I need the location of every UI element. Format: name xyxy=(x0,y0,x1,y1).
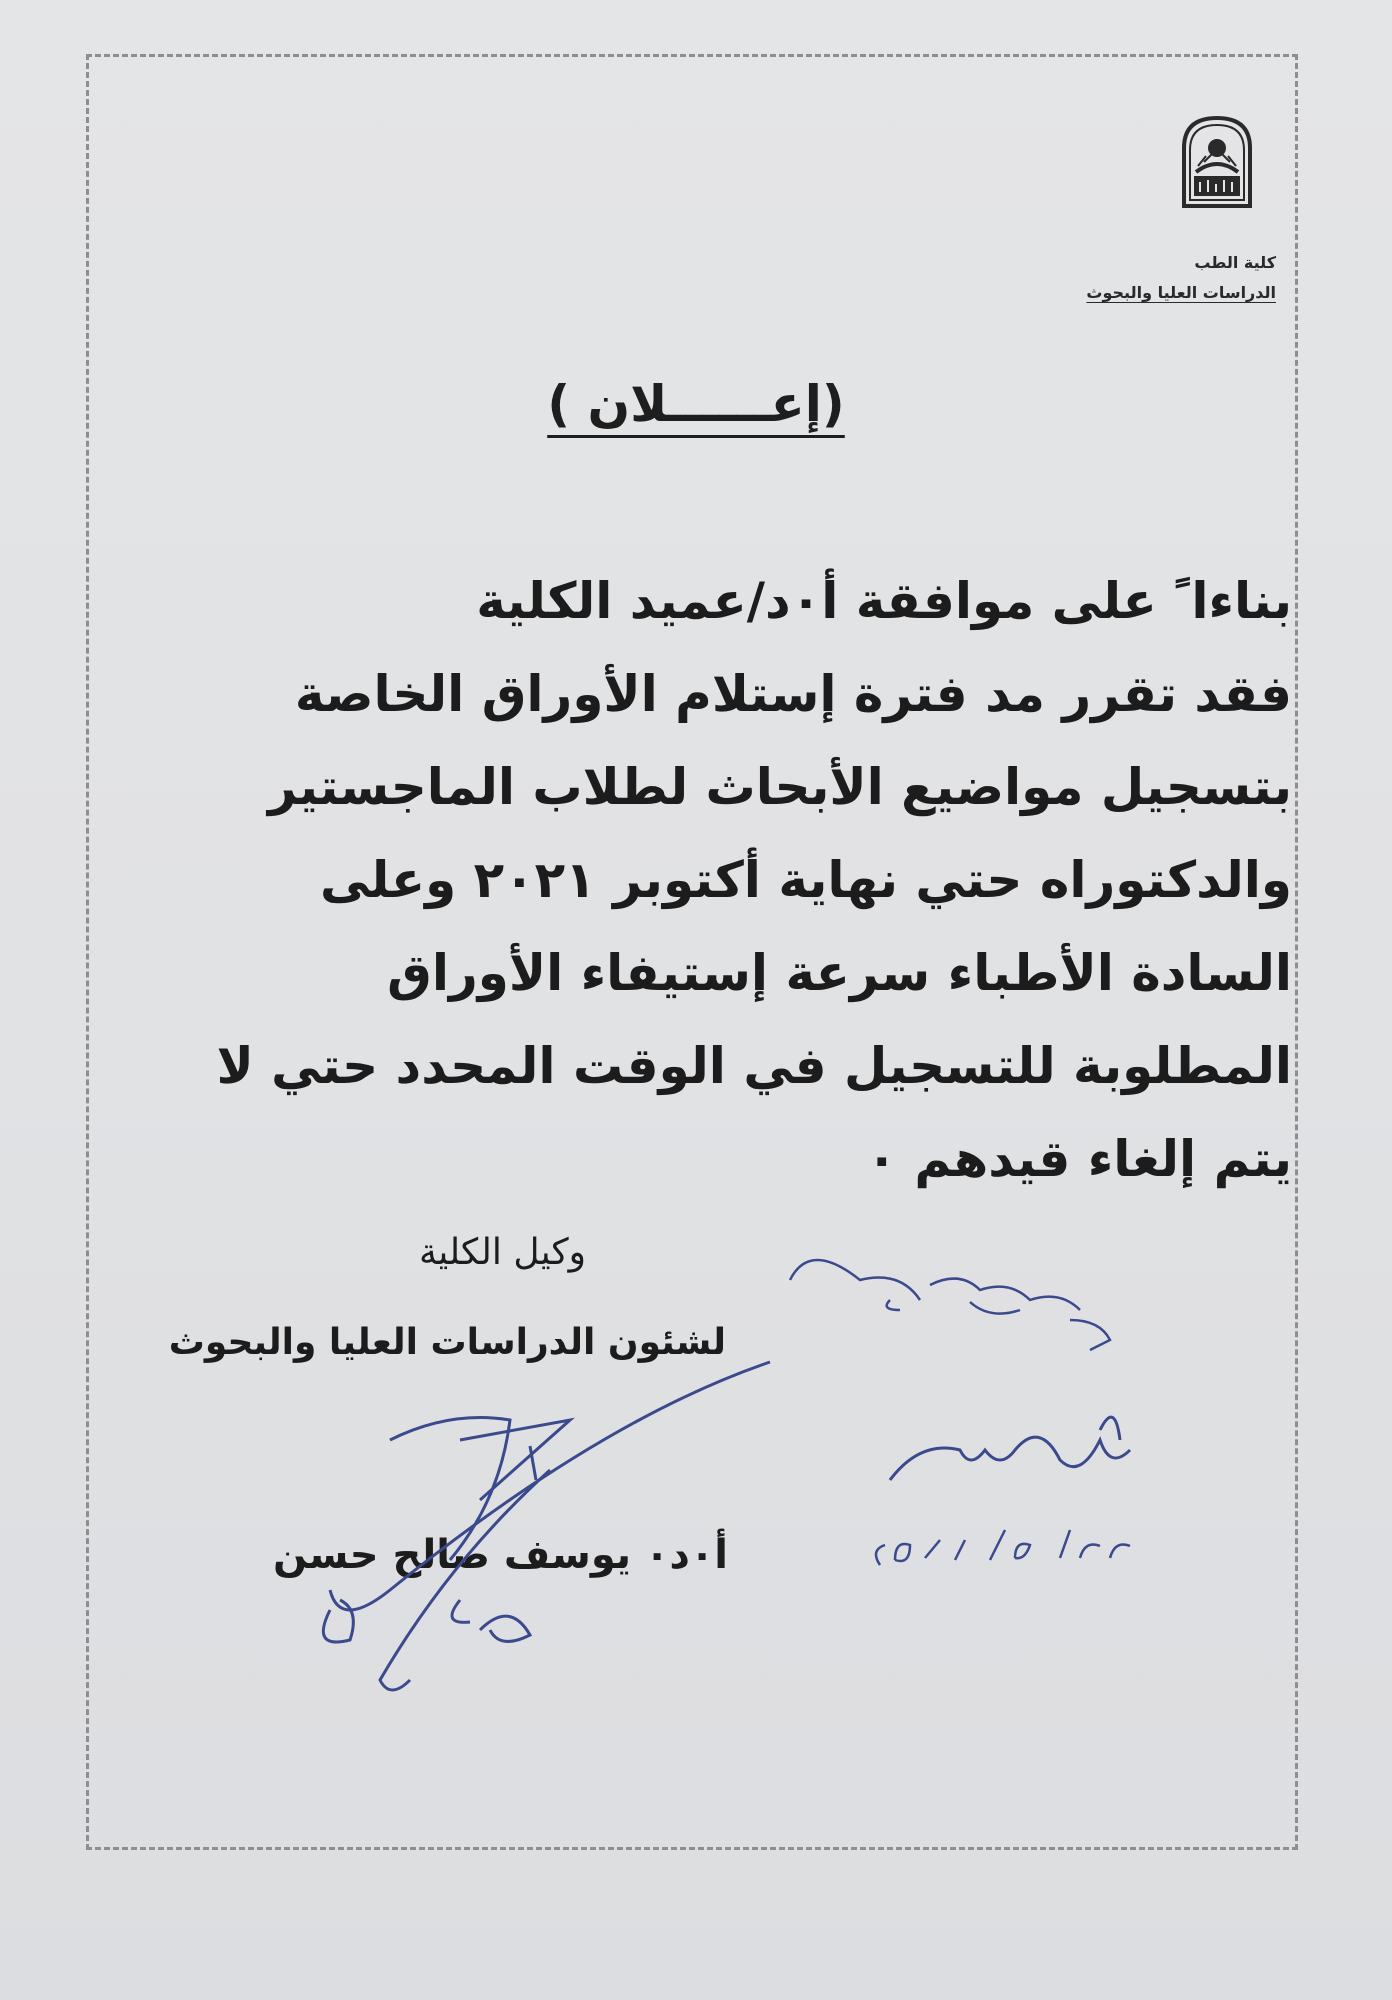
body-line: يتم إلغاء قيدهم ٠ xyxy=(866,1130,1292,1188)
body-line: السادة الأطباء سرعة إستيفاء الأوراق xyxy=(387,944,1292,1002)
body-line: والدكتوراه حتي نهاية أكتوبر ٢٠٢١ وعلى xyxy=(319,851,1292,909)
body-line: بناءا ً على موافقة أ٠د/عميد الكلية xyxy=(476,572,1292,630)
handwritten-signature xyxy=(300,1350,780,1710)
announcement-body xyxy=(172,555,1292,1206)
body-line: فقد تقرر مد فترة إستلام الأوراق الخاصة xyxy=(294,665,1292,723)
signatory-name: أ٠د٠ يوسف صالح حسن xyxy=(273,1532,728,1578)
signatory-department: لشئون الدراسات العليا والبحوث xyxy=(168,1322,726,1363)
body-line: المطلوبة للتسجيل في الوقت المحدد حتي لا xyxy=(216,1037,1292,1095)
handwritten-note xyxy=(770,1240,1150,1600)
faculty-name: كلية الطب xyxy=(1194,253,1276,272)
university-seal-icon xyxy=(1178,112,1256,208)
signatory-title: وكيل الكلية xyxy=(418,1232,586,1273)
body-line: بتسجيل مواضيع الأبحاث لطلاب الماجستير xyxy=(267,758,1292,816)
department-name: الدراسات العليا والبحوث xyxy=(1086,283,1276,302)
announcement-title: (إعــــــلان ) xyxy=(547,375,845,433)
